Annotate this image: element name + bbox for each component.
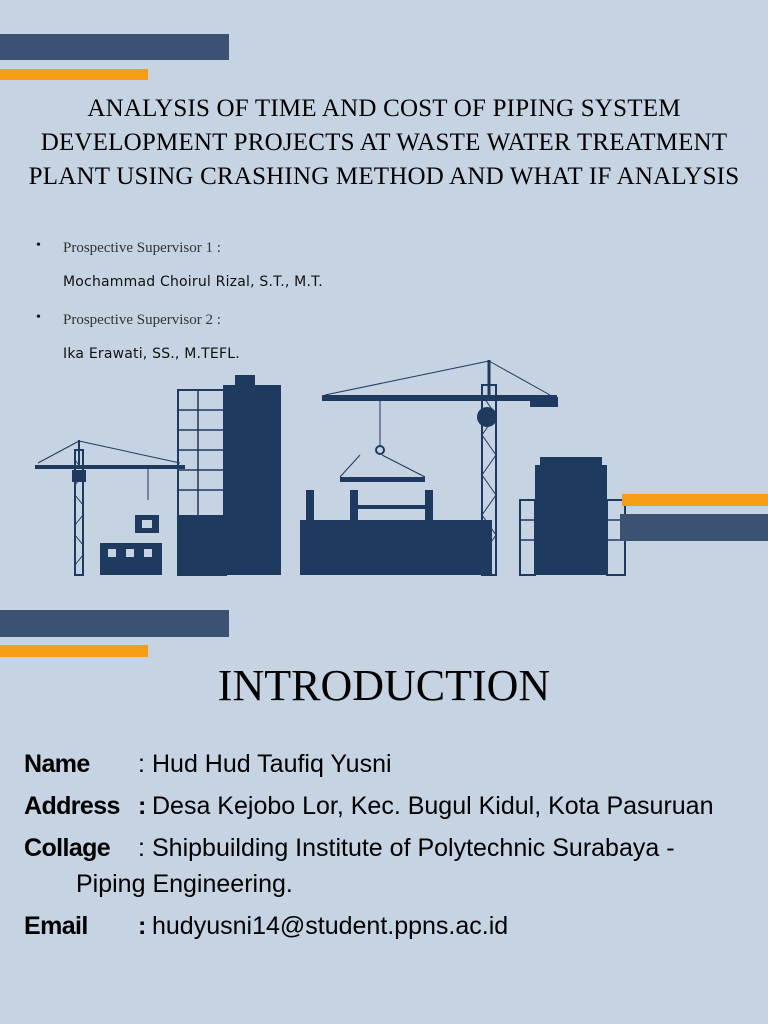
right-orange-bar (622, 494, 768, 506)
supervisor-1-label: Prospective Supervisor 1 : (63, 240, 221, 256)
email-colon: : (138, 912, 147, 940)
supervisor-2-name: Ika Erawati, SS., M.TEFL. (63, 346, 240, 362)
supervisor-1-name-row (36, 274, 636, 310)
name-value: Hud Hud Taufiq Yusni (152, 750, 392, 778)
name-colon: : (138, 750, 145, 778)
college-colon: : (138, 834, 145, 862)
introduction-heading: INTRODUCTION (217, 661, 551, 710)
supervisor-2-label: Prospective Supervisor 2 : (63, 312, 221, 328)
name-key: Name (24, 750, 90, 778)
top-navy-bar (0, 34, 229, 60)
name-row (24, 750, 754, 792)
mid-orange-bar (0, 645, 148, 657)
college-key: Collage (24, 834, 111, 862)
slide-title: ANALYSIS OF TIME AND COST OF PIPING SYSTEM DEVELOPMENT PROJECTS AT WASTE WATER TREATMENT PLANT USING CRASHING METHOD AND WHAT IF ANALYSIS (28, 95, 740, 190)
college-value: Shipbuilding Institute of Polytechnic Surabaya - (152, 834, 675, 862)
personal-info (24, 750, 754, 954)
address-key: Address (24, 792, 120, 820)
college-row (24, 834, 754, 870)
mid-navy-bar (0, 610, 229, 637)
supervisor-1-name: Mochammad Choirul Rizal, S.T., M.T. (63, 274, 323, 290)
supervisor-1-label-row (36, 238, 636, 274)
bullet-icon: • (36, 238, 41, 253)
top-orange-bar (0, 69, 148, 80)
supervisor-2-label-row (36, 310, 636, 346)
address-row (24, 792, 754, 834)
bullet-icon: • (36, 310, 41, 325)
right-navy-bar (620, 514, 768, 541)
email-value[interactable]: hudyusni14@student.ppns.ac.id (152, 912, 509, 940)
address-colon: : (138, 792, 147, 820)
college-continuation-row (24, 870, 754, 912)
email-row (24, 912, 754, 954)
college-value-continuation: Piping Engineering. (76, 870, 293, 898)
email-key: Email (24, 912, 88, 940)
address-value: Desa Kejobo Lor, Kec. Bugul Kidul, Kota Pasuruan (152, 792, 714, 820)
construction-cityscape-icon (30, 355, 630, 580)
